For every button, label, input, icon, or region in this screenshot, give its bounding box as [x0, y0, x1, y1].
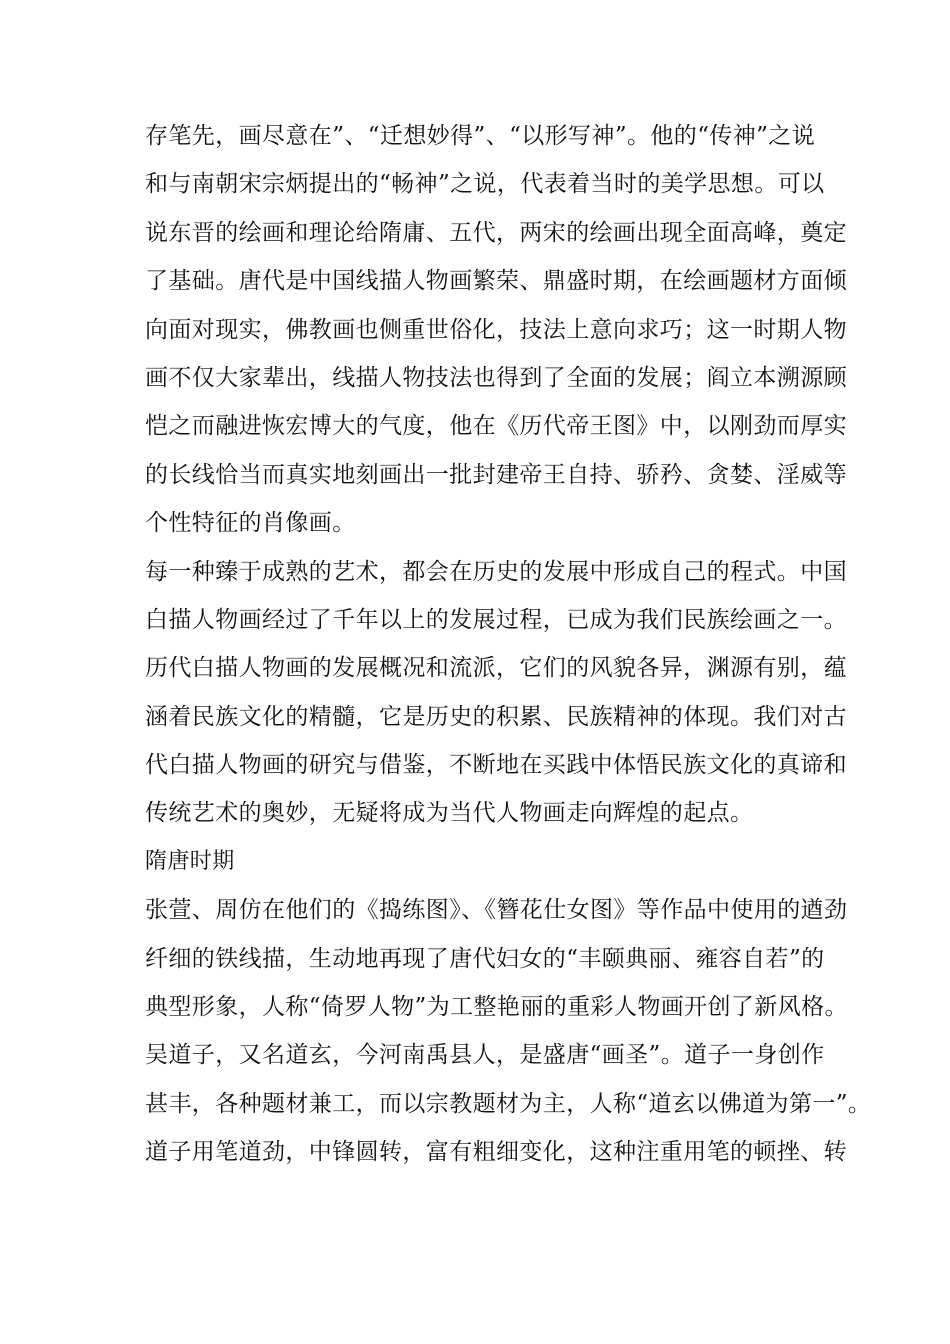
text-line: 吴道子，又名道玄，今河南禹县人，是盛唐“画圣”。道子一身创作 [145, 1042, 825, 1069]
section-heading: 隋唐时期 [145, 848, 235, 874]
text-line: 恺之而融进恢宏博大的气度，他在《历代帝王图》中，以刚劲而厚实 [145, 413, 847, 440]
text-line: 典型形象，人称“倚罗人物”为工整艳丽的重彩人物画开创了新风格。 [145, 994, 848, 1021]
text-line: 纤细的铁线描，生动地再现了唐代妇女的“丰颐典丽、雍容自若”的 [145, 945, 825, 972]
text-line: 个性特征的肖像画。 [145, 510, 356, 537]
text-line: 涵着民族文化的精髓，它是历史的积累、民族精神的体现。我们对古 [145, 703, 847, 730]
text-line: 历代白描人物画的发展概况和流派，它们的风貌各异，渊源有别，蕴 [145, 655, 847, 682]
text-line: 代白描人物画的研究与借鉴，不断地在买践中体悟民族文化的真谛和 [145, 752, 847, 779]
text-line: 向面对现实，佛教画也侧重世俗化，技法上意向求巧；这一时期人物 [145, 316, 847, 343]
text-line: 道子用笔道劲，中锋圆转，富有粗细变化，这种注重用笔的顿挫、转 [145, 1139, 847, 1166]
text-line: 了基础。唐代是中国线描人物画繁荣、鼎盛时期，在绘画题材方面倾 [145, 268, 847, 295]
body-text [145, 112, 872, 1177]
text-line: 张萱、周仿在他们的《捣练图》、《簪花仕女图》等作品中使用的遒劲 [145, 897, 848, 924]
text-line: 传统艺术的奥妙，无疑将成为当代人物画走向辉煌的起点。 [145, 800, 754, 827]
text-line: 白描人物画经过了千年以上的发展过程，已成为我们民族绘画之一。 [145, 606, 847, 633]
text-line: 存笔先，画尽意在”、“迁想妙得”、“以形写神”。他的“传神”之说 [145, 123, 816, 149]
text-line: 说东晋的绘画和理论给隋庸、五代，两宋的绘画出现全面高峰，奠定 [145, 219, 847, 246]
text-line: 的长线恰当而真实地刻画出一批封建帝王自持、骄矜、贪婪、淫威等 [145, 461, 847, 488]
text-line: 甚丰，各种题材兼工，而以宗教题材为主，人称“道玄以佛道为第一”。 [145, 1090, 872, 1117]
text-line: 每一种臻于成熟的艺术，都会在历史的发展中形成自己的程式。中国 [145, 558, 847, 585]
text-line: 和与南朝宋宗炳提出的“畅神”之说，代表着当时的美学思想。可以 [145, 171, 825, 198]
text-line: 画不仅大家辈出，线描人物技法也得到了全面的发展；阎立本溯源顾 [145, 364, 847, 391]
